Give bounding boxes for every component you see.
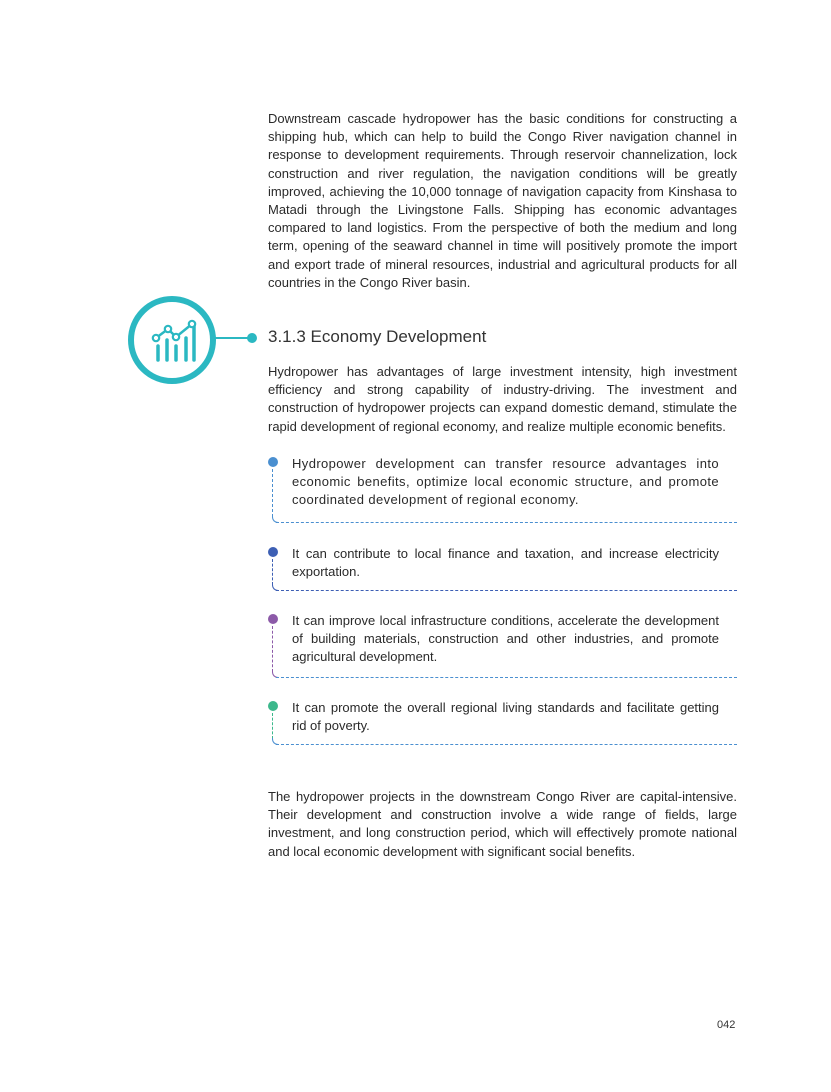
bullet-dot-icon: [268, 614, 278, 624]
closing-paragraph: The hydropower projects in the downstream Congo River are capital-intensive. Their development and construction involve a wide range of fields, large investment, and long construction period, which will effectively promote national and local economic development with significant social benefits.: [268, 789, 737, 859]
benefit-text: Hydropower development can transfer resource advantages into economic benefits, optimize local economic structure, and promote coordinated development of regional economy.: [292, 456, 719, 508]
benefit-item: [268, 547, 737, 591]
economy-chart-icon: [128, 296, 216, 384]
section-heading: 3.1.3 Economy Development: [268, 327, 487, 346]
page-number: 042: [717, 1019, 736, 1031]
benefit-item: [268, 701, 737, 745]
dashed-divider: [272, 626, 273, 672]
bullet-dot-icon: [268, 701, 278, 711]
bullet-dot-icon: [268, 547, 278, 557]
benefit-item: [268, 457, 737, 523]
dashed-divider: [272, 559, 273, 585]
dashed-divider: [272, 469, 273, 517]
intro-paragraph: Downstream cascade hydropower has the basic conditions for constructing a shipping hub, which can help to build the Congo River navigation channel in response to development requirements. Through reservoir channelization, lock construction and river regulation, the navigation conditions will be greatly improved, achieving the 10,000 tonnage of navigation capacity from Kinshasa to Matadi through the Livingstone Falls. Shipping has economic advantages compared to land logistics. From the perspective of both the medium and long term, opening of the seaward channel in time will positively promote the import and export trade of mineral resources, industrial and agricultural products for all countries in the Congo River basin.: [268, 111, 737, 290]
dashed-divider: [276, 522, 737, 523]
benefit-text: It can improve local infrastructure conditions, accelerate the development of building materials, construction and other industries, and promote agricultural development.: [292, 613, 719, 665]
heading-connector-line: [215, 337, 251, 339]
dashed-divider: [276, 590, 737, 591]
dashed-divider: [272, 713, 273, 739]
benefit-text: It can contribute to local finance and taxation, and increase electricity exportation.: [292, 546, 719, 580]
benefit-text: It can promote the overall regional living standards and facilitate getting rid of poverty.: [292, 700, 719, 734]
bullet-dot-icon: [268, 457, 278, 467]
benefit-item: [268, 614, 737, 678]
dashed-divider: [276, 744, 737, 745]
heading-connector-dot: [247, 333, 257, 343]
section-intro-paragraph: Hydropower has advantages of large investment intensity, high investment efficiency and strong capability of industry-driving. The investment and construction of hydropower projects can expand domestic demand, stimulate the rapid development of regional economy, and realize multiple economic benefits.: [268, 364, 737, 434]
dashed-divider: [276, 677, 737, 678]
